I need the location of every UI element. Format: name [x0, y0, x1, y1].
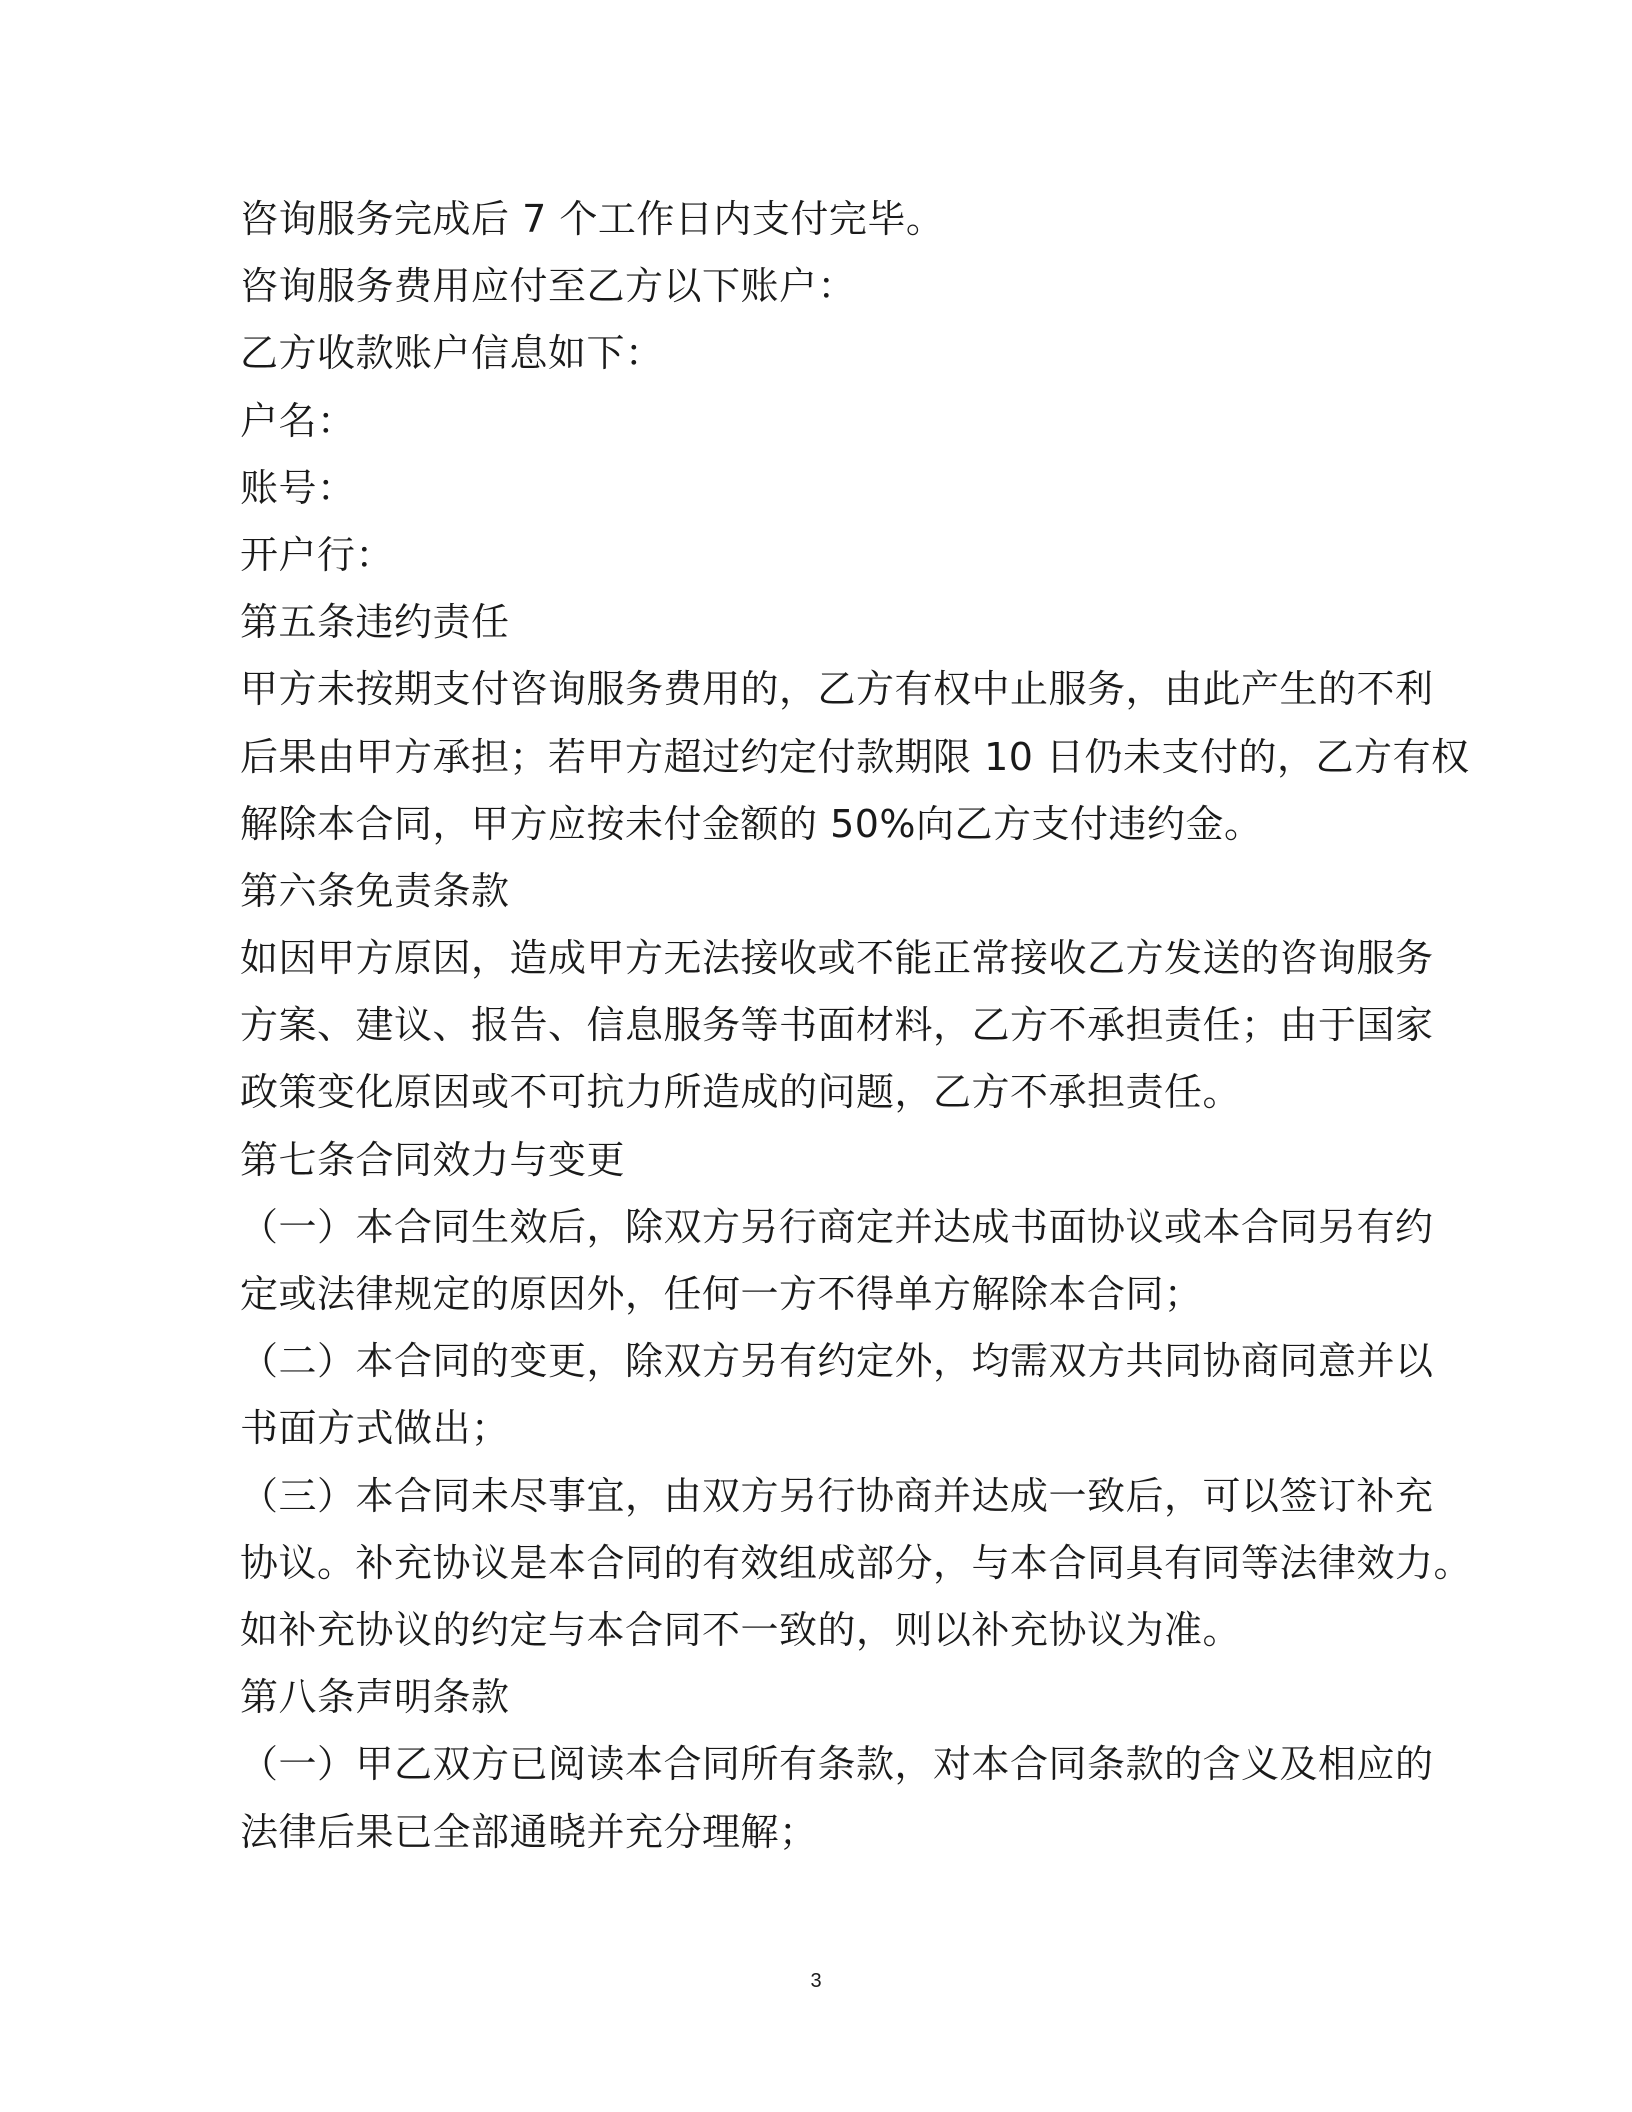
text-line: 咨询服务费用应付至乙方以下账户： — [240, 264, 857, 309]
text-line: （二）本合同的变更，除双方另有约定外，均需双方共同协商同意并以 — [240, 1339, 1434, 1384]
text-line: 咨询服务完成后 7 个工作日内支付完毕。 — [240, 197, 945, 241]
text-line: 协议。补充协议是本合同的有效组成部分，与本合同具有同等法律效力。 — [240, 1540, 1473, 1585]
text-line: （一）甲乙双方已阅读本合同所有条款，对本合同条款的含义及相应的 — [240, 1742, 1434, 1787]
text-line: （一）本合同生效后，除双方另行商定并达成书面协议或本合同另有约 — [240, 1204, 1434, 1249]
account-number-label: 账号： — [240, 465, 356, 510]
bank-label: 开户行： — [240, 532, 395, 577]
text-line: （三）本合同未尽事宜，由双方另行协商并达成一致后，可以签订补充 — [240, 1473, 1434, 1518]
text-line: 政策变化原因或不可抗力所造成的问题，乙方不承担责任。 — [240, 1070, 1242, 1115]
account-name-label: 户名： — [240, 398, 356, 443]
text-line: 乙方收款账户信息如下： — [240, 331, 664, 376]
text-line: 方案、建议、报告、信息服务等书面材料，乙方不承担责任；由于国家 — [240, 1003, 1434, 1048]
section-heading: 第六条免责条款 — [240, 868, 510, 913]
text-line: 书面方式做出； — [240, 1406, 510, 1451]
text-line: 如补充协议的约定与本合同不一致的，则以补充协议为准。 — [240, 1607, 1242, 1652]
text-line: 后果由甲方承担；若甲方超过约定付款期限 10 日仍未支付的，乙方有权 — [240, 734, 1470, 779]
document-body — [240, 186, 1473, 1866]
page-number: 3 — [810, 1970, 822, 1992]
section-heading: 第七条合同效力与变更 — [240, 1137, 626, 1182]
text-line: 甲方未按期支付咨询服务费用的，乙方有权中止服务，由此产生的不利 — [240, 667, 1434, 712]
text-line: 解除本合同，甲方应按未付金额的 50%向乙方支付违约金。 — [240, 801, 1263, 846]
text-line: 法律后果已全部通晓并充分理解； — [240, 1809, 818, 1854]
section-heading: 第八条声明条款 — [240, 1675, 510, 1720]
text-line: 定或法律规定的原因外，任何一方不得单方解除本合同； — [240, 1272, 1203, 1316]
section-heading: 第五条违约责任 — [240, 600, 510, 645]
text-line: 如因甲方原因，造成甲方无法接收或不能正常接收乙方发送的咨询服务 — [240, 936, 1434, 981]
